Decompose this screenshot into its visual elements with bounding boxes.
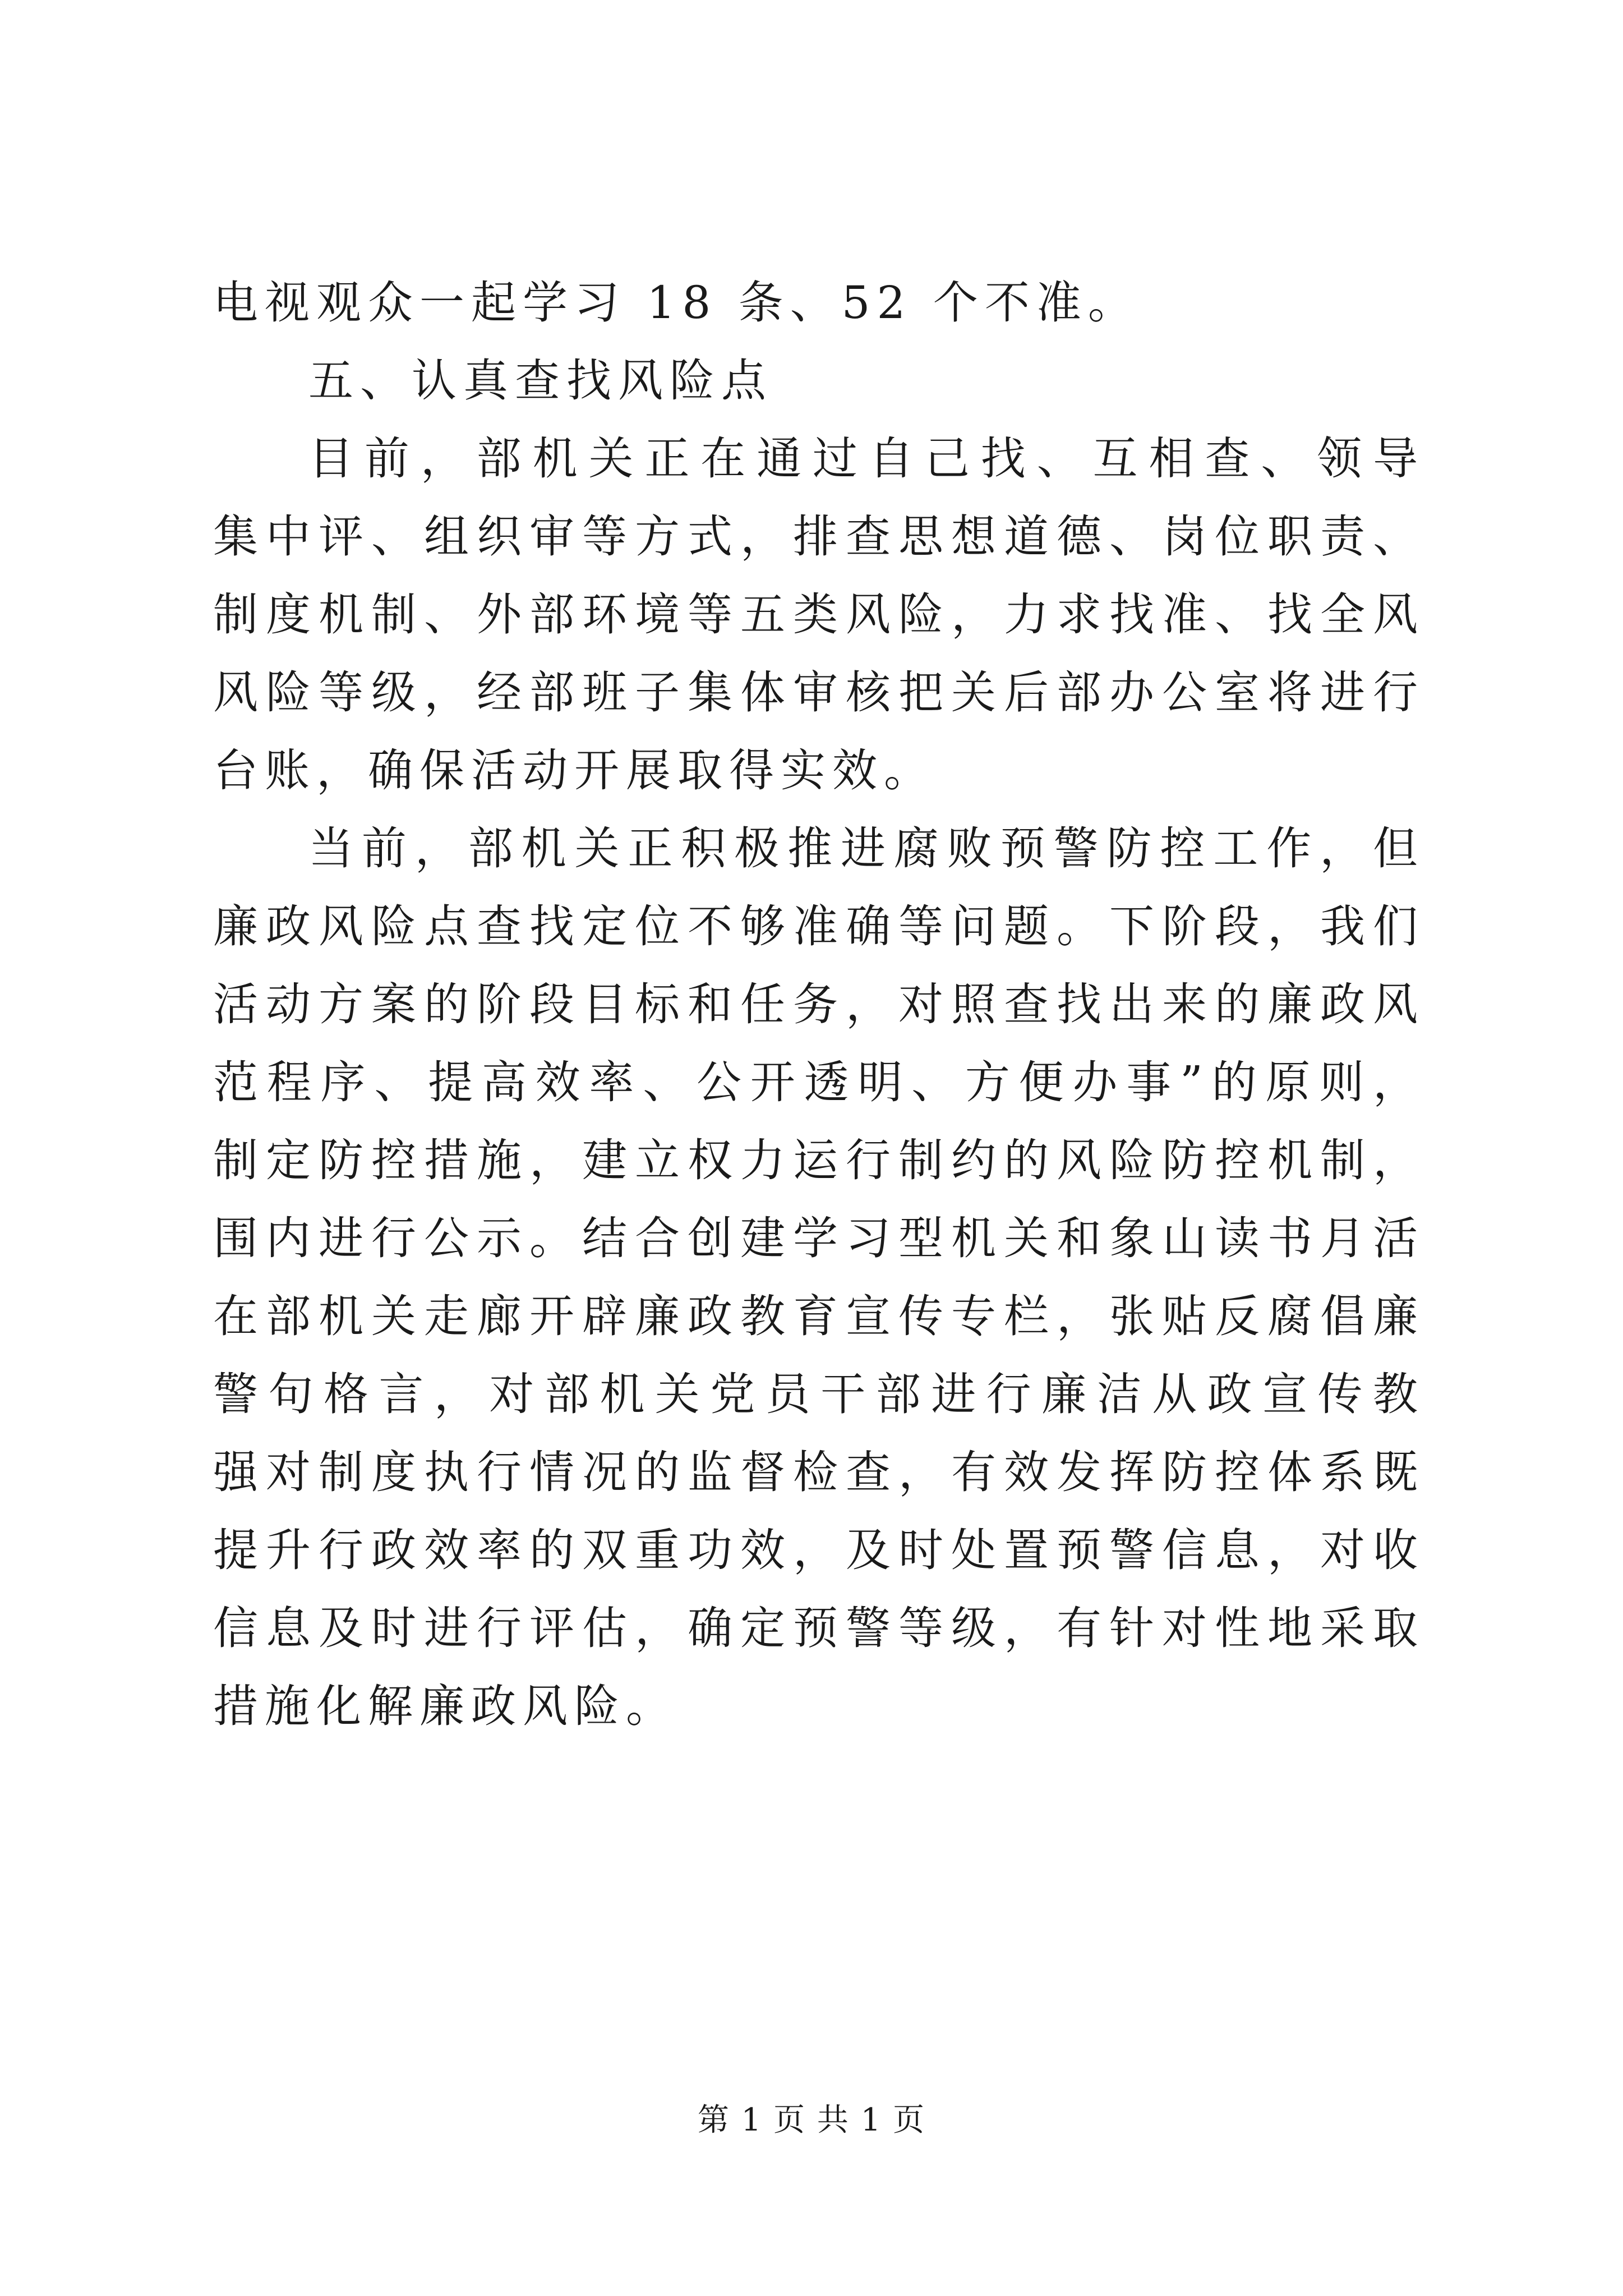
paragraph-line: 电视观众一起学习 18 条、52 个不准。 xyxy=(213,277,1140,329)
paragraph-line: 警句格言，对部机关党员干部进行廉洁从政宣传教 xyxy=(213,1368,1424,1420)
paragraph-line: 围内进行公示。结合创建学习型机关和象山读书月活 xyxy=(213,1212,1424,1264)
paragraph-line: 在部机关走廊开辟廉政教育宣传专栏，张贴反腐倡廉 xyxy=(213,1290,1424,1342)
paragraph-line: 廉政风险点查找定位不够准确等问题。下阶段，我们 xyxy=(213,900,1424,953)
paragraph-line: 制定防控措施，建立权力运行制约的风险防控机制， xyxy=(213,1134,1424,1186)
paragraph-line: 范程序、提高效率、公开透明、方便办事”的原则， xyxy=(213,1056,1424,1108)
paragraph-line: 信息及时进行评估，确定预警等级，有针对性地采取 xyxy=(213,1602,1424,1654)
paragraph-line: 强对制度执行情况的监督检查，有效发挥防控体系既 xyxy=(213,1446,1424,1498)
paragraph-line: 措施化解廉政风险。 xyxy=(213,1680,677,1732)
page-footer: 第 1 页 共 1 页 xyxy=(697,2102,926,2138)
paragraph-line: 当前，部机关正积极推进腐败预警防控工作，但 xyxy=(308,822,1424,875)
paragraph-line: 活动方案的阶段目标和任务，对照查找出来的廉政风 xyxy=(213,978,1424,1030)
paragraph-line: 台账，确保活动开展取得实效。 xyxy=(213,744,935,797)
paragraph-line: 提升行政效率的双重功效，及时处置预警信息，对收 xyxy=(213,1524,1424,1576)
paragraph-line: 目前，部机关正在通过自己找、互相查、领导 xyxy=(308,432,1424,485)
document-body xyxy=(213,264,1424,1745)
paragraph-line: 制度机制、外部环境等五类风险，力求找准、找全风 xyxy=(213,588,1424,641)
paragraph-line: 风险等级，经部班子集体审核把关后部办公室将进行 xyxy=(213,666,1424,719)
paragraph-line: 集中评、组织审等方式，排查思想道德、岗位职责、 xyxy=(213,510,1424,563)
section-heading: 五、认真查找风险点 xyxy=(308,355,773,407)
